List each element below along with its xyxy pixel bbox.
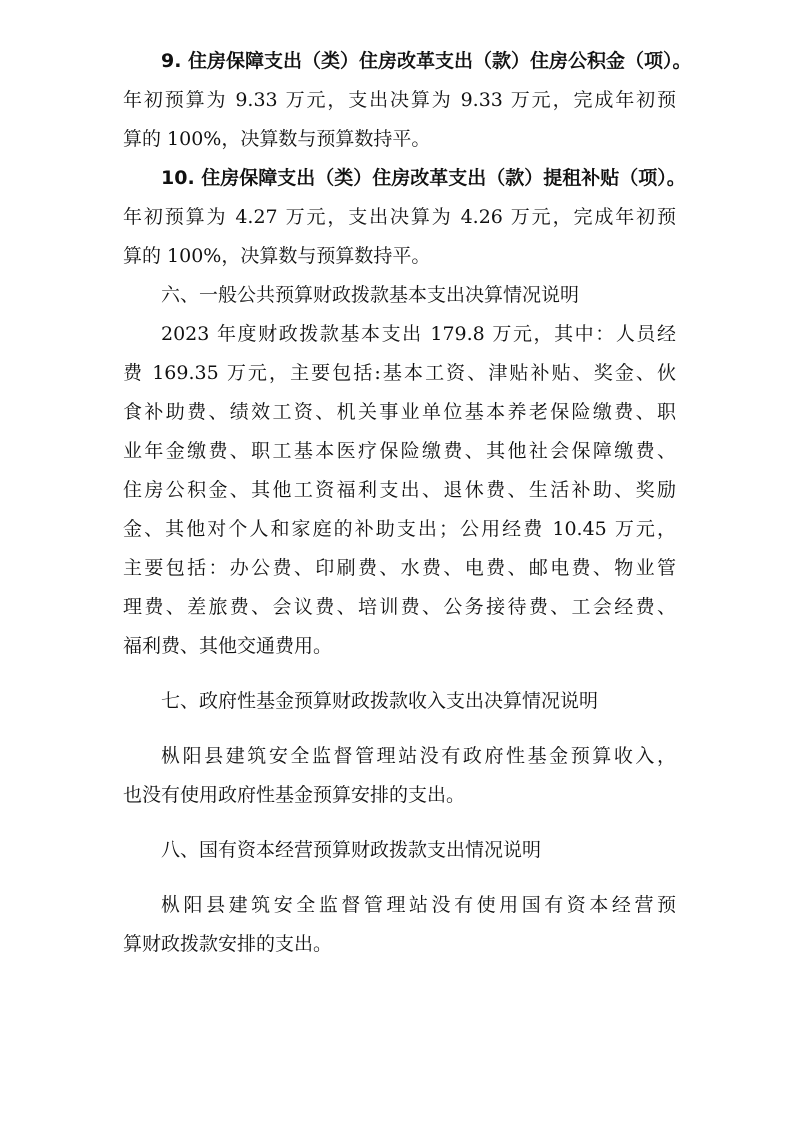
section-six-line-9: 福利费、其他交通费用。 xyxy=(123,635,333,657)
item9-title: 9. 住房保障支出（类）住房改革支出（款）住房公积金（项）。 xyxy=(161,50,692,72)
section-eight-line-1: 枞阳县建筑安全监督管理站没有使用国有资本经营预 xyxy=(161,894,676,916)
section-six-line-3: 食补助费、绩效工资、机关事业单位基本养老保险缴费、职 xyxy=(123,401,676,423)
document-page xyxy=(123,48,692,958)
item9-line-2: 算的 100%，决算数与预算数持平。 xyxy=(123,128,431,150)
section-six-line-8: 理费、差旅费、会议费、培训费、公务接待费、工会经费、 xyxy=(123,596,676,618)
section-seven-line-1: 枞阳县建筑安全监督管理站没有政府性基金预算收入， xyxy=(161,745,676,767)
section-six-line-2: 费 169.35 万元，主要包括:基本工资、津贴补贴、奖金、伙 xyxy=(123,362,676,384)
section-six-line-4: 业年金缴费、职工基本医疗保险缴费、其他社会保障缴费、 xyxy=(123,440,676,462)
item10-line-2: 算的 100%，决算数与预算数持平。 xyxy=(123,245,431,267)
section-six-line-1: 2023 年度财政拨款基本支出 179.8 万元，其中：人员经 xyxy=(161,323,676,345)
item9-line-1: 年初预算为 9.33 万元，支出决算为 9.33 万元，完成年初预 xyxy=(123,89,676,111)
section-six-heading: 六、一般公共预算财政拨款基本支出决算情况说明 xyxy=(161,284,580,306)
section-seven-heading: 七、政府性基金预算财政拨款收入支出决算情况说明 xyxy=(161,690,599,712)
section-eight-line-2: 算财政拨款安排的支出。 xyxy=(123,933,333,955)
section-six-line-5: 住房公积金、其他工资福利支出、退休费、生活补助、奖励 xyxy=(123,479,676,501)
item10-title: 10. 住房保障支出（类）住房改革支出（款）提租补贴（项）。 xyxy=(161,167,686,189)
section-six-line-6: 金、其他对个人和家庭的补助支出；公用经费 10.45 万元， xyxy=(123,518,676,540)
section-eight-heading: 八、国有资本经营预算财政拨款支出情况说明 xyxy=(161,839,542,861)
item10-line-1: 年初预算为 4.27 万元，支出决算为 4.26 万元，完成年初预 xyxy=(123,206,676,228)
section-seven-line-2: 也没有使用政府性基金预算安排的支出。 xyxy=(123,784,466,806)
section-six-line-7: 主要包括：办公费、印刷费、水费、电费、邮电费、物业管 xyxy=(123,557,676,579)
